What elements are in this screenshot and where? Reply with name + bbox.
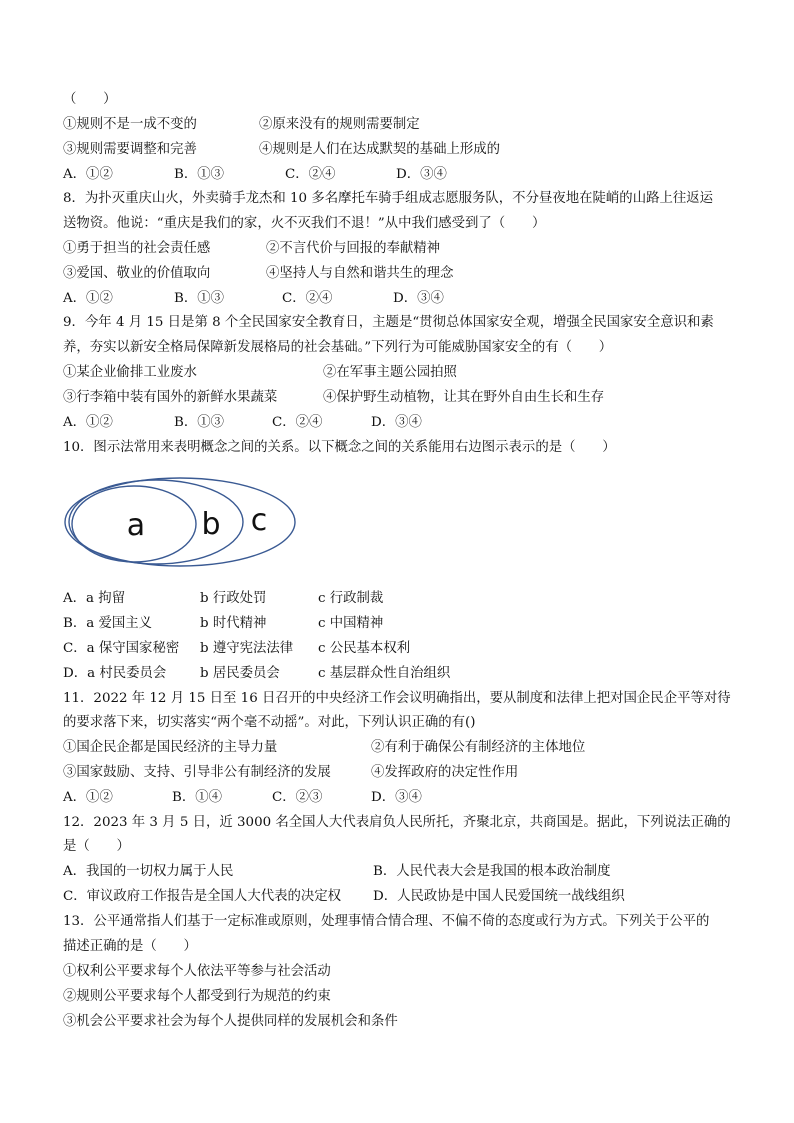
q8-statement-3: ③爱国、敬业的价值取向 bbox=[63, 266, 211, 281]
q8-stem-line-2: 送物资。他说：“重庆是我们的家，火不灭我们不退！”从中我们感受到了（ ） bbox=[63, 216, 546, 231]
q10-option-c-left: C．a 保守国家秘密 bbox=[63, 641, 180, 656]
q8-statement-2: ②不言代价与回报的奉献精神 bbox=[266, 241, 441, 256]
q12-option-a: A．我国的一切权力属于人民 bbox=[63, 864, 234, 879]
q9-statement-1: ①某企业偷排工业废水 bbox=[63, 365, 197, 380]
q13-stem-line-1: 13．公平通常指人们基于一定标准或原则，处理事情合情合理、不偏不倚的态度或行为方式。下列关于公平的 bbox=[63, 914, 710, 929]
q9-option-c: C．②④ bbox=[272, 415, 323, 430]
q7-option-d: D．③④ bbox=[396, 167, 447, 182]
q8-option-c: C．②④ bbox=[282, 291, 333, 306]
q7-option-c: C．②④ bbox=[285, 167, 336, 182]
q7-option-a: A．①② bbox=[63, 167, 113, 182]
q10-option-d-left: D．a 村民委员会 bbox=[63, 666, 167, 681]
q10-option-c-mid: b 遵守宪法法律 bbox=[200, 641, 294, 656]
q9-option-d: D．③④ bbox=[371, 415, 422, 430]
q10-option-d-mid: b 居民委员会 bbox=[200, 666, 280, 681]
q9-statement-2: ②在军事主题公园拍照 bbox=[323, 365, 457, 380]
q10-option-a-left: A．a 拘留 bbox=[63, 591, 126, 606]
q12-stem-line-1: 12．2023 年 3 月 5 日，近 3000 名全国人大代表肩负人民所托，齐聚北京，共商国是。据此，下列说法正确的 bbox=[63, 815, 731, 830]
q10-option-c-right: c 公民基本权利 bbox=[318, 641, 411, 656]
q9-stem-line-1: 9．今年 4 月 15 日是第 8 个全民国家安全教育日，主题是“贯彻总体国家安全观，增强全民国家安全意识和素 bbox=[63, 315, 714, 330]
q11-option-a: A．①② bbox=[63, 790, 113, 805]
q9-option-b: B．①③ bbox=[174, 415, 225, 430]
q9-statement-3: ③行李箱中装有国外的新鲜水果蔬菜 bbox=[63, 390, 278, 405]
q13-statement-2: ②规则公平要求每个人都受到行为规范的约束 bbox=[63, 989, 331, 1004]
label-a: a bbox=[126, 508, 146, 543]
q7-option-b: B．①③ bbox=[174, 167, 225, 182]
q7-statement-4: ④规则是人们在达成默契的基础上形成的 bbox=[259, 142, 501, 157]
q11-option-c: C．②③ bbox=[272, 790, 323, 805]
label-c: c bbox=[250, 503, 268, 538]
q7-paren: （ ） bbox=[63, 92, 117, 107]
q13-statement-3: ③机会公平要求社会为每个人提供同样的发展机会和条件 bbox=[63, 1014, 398, 1029]
venn-diagram bbox=[62, 474, 302, 570]
q12-option-b: B．人民代表大会是我国的根本政治制度 bbox=[373, 864, 611, 879]
q9-stem-line-2: 养，夯实以新安全格局保障新发展格局的社会基础。”下列行为可能威胁国家安全的有（ ） bbox=[63, 340, 613, 355]
q12-option-c: C．审议政府工作报告是全国人大代表的决定权 bbox=[63, 889, 342, 904]
q13-statement-1: ①权利公平要求每个人依法平等参与社会活动 bbox=[63, 964, 331, 979]
q9-option-a: A．①② bbox=[63, 415, 113, 430]
q10-option-b-mid: b 时代精神 bbox=[200, 616, 267, 631]
q10-option-b-right: c 中国精神 bbox=[318, 616, 384, 631]
q7-statement-3: ③规则需要调整和完善 bbox=[63, 142, 197, 157]
q11-statement-1: ①国企民企都是国民经济的主导力量 bbox=[63, 740, 278, 755]
q11-stem-line-2: 的要求落下来，切实落实“两个毫不动摇”。对此，下列认识正确的有() bbox=[63, 715, 476, 730]
q11-statement-4: ④发挥政府的决定性作用 bbox=[371, 765, 519, 780]
q8-statement-1: ①勇于担当的社会责任感 bbox=[63, 241, 211, 256]
q11-option-d: D．③④ bbox=[371, 790, 422, 805]
q10-option-a-right: c 行政制裁 bbox=[318, 591, 384, 606]
q10-option-b-left: B．a 爱国主义 bbox=[63, 616, 153, 631]
q8-statement-4: ④坚持人与自然和谐共生的理念 bbox=[266, 266, 454, 281]
q11-stem-line-1: 11．2022 年 12 月 15 日至 16 日召开的中央经济工作会议明确指出，要从制度和法律上把对国企民企平等对待 bbox=[63, 691, 731, 706]
q8-option-d: D．③④ bbox=[393, 291, 444, 306]
q10-option-a-mid: b 行政处罚 bbox=[200, 591, 267, 606]
q8-option-a: A．①② bbox=[63, 291, 113, 306]
q10-stem: 10．图示法常用来表明概念之间的关系。以下概念之间的关系能用右边图示表示的是（ ） bbox=[63, 440, 616, 455]
q12-stem-line-2: 是（ ） bbox=[63, 839, 130, 854]
q12-option-d: D．人民政协是中国人民爱国统一战线组织 bbox=[373, 889, 625, 904]
q11-option-b: B．①④ bbox=[172, 790, 223, 805]
q13-stem-line-2: 描述正确的是（ ） bbox=[63, 939, 197, 954]
q8-stem-line-1: 8．为扑灭重庆山火，外卖骑手龙杰和 10 多名摩托车骑手组成志愿服务队，不分昼夜地在陡峭的山路上往返运 bbox=[63, 191, 714, 206]
q10-option-d-right: c 基层群众性自治组织 bbox=[318, 666, 451, 681]
label-b: b bbox=[201, 507, 221, 542]
q7-statement-1: ①规则不是一成不变的 bbox=[63, 117, 197, 132]
q11-statement-2: ②有利于确保公有制经济的主体地位 bbox=[371, 740, 586, 755]
q7-statement-2: ②原来没有的规则需要制定 bbox=[259, 117, 420, 132]
q8-option-b: B．①③ bbox=[174, 291, 225, 306]
q9-statement-4: ④保护野生动植物，让其在野外自由生长和生存 bbox=[323, 390, 605, 405]
q11-statement-3: ③国家鼓励、支持、引导非公有制经济的发展 bbox=[63, 765, 331, 780]
